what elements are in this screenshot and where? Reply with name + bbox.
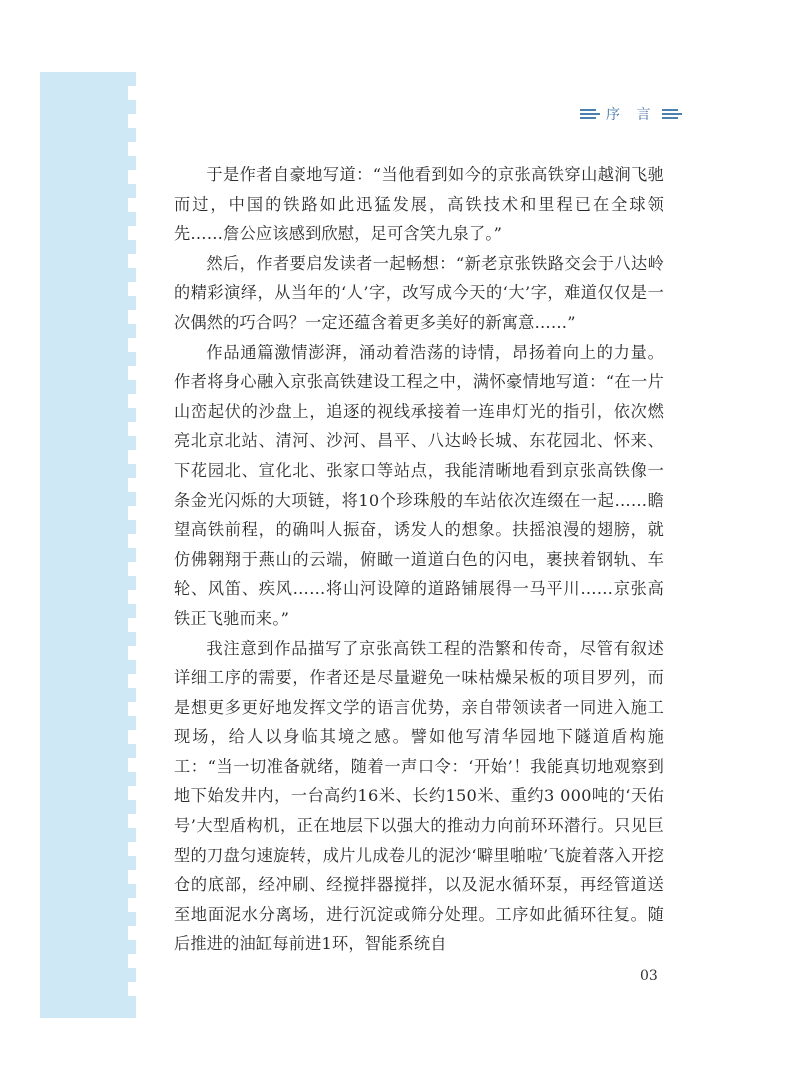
section-title: 序 言 <box>606 107 657 123</box>
body-text <box>174 160 664 959</box>
band-notch <box>128 646 136 660</box>
band-notch <box>128 170 136 184</box>
page-number: 03 <box>640 968 658 984</box>
band-notch <box>128 702 136 716</box>
band-notch <box>128 758 136 772</box>
band-notch <box>128 114 136 128</box>
side-decorative-band <box>40 72 136 1018</box>
paragraph: 我注意到作品描写了京张高铁工程的浩繁和传奇，尽管有叙述详细工序的需要，作者还是尽量避免一味枯燥呆板的项目罗列，而是想更多更好地发挥文学的语言优势，亲自带领读者一同进入施工现场，给人以身临其境之感。譬如他写清华园地下隧道盾构施工：“当一切准备就绪，随着一声口令：‘开始’！我能真切地观察到地下始发井内，一台高约16米、长约150米、重约3 000吨的‘天佑号’大型盾构机，正在地层下以强大的推动力向前环环潜行。只见巨型的刀盘匀速旋转，成片儿成卷儿的泥沙‘噼里啪啦’飞旋着落入开挖仓的底部，经冲刷、经搅拌器搅拌，以及泥水循环泵，再经管道送至地面泥水分离场，进行沉淀或筛分处理。工序如此循环往复。随后推进的油缸每前进1环，智能系统自 <box>174 638 664 954</box>
band-notch <box>128 898 136 912</box>
band-notch <box>128 282 136 296</box>
band-notch <box>128 394 136 408</box>
header-right-lines <box>662 109 682 119</box>
band-notch <box>128 618 136 632</box>
band-notch <box>128 198 136 212</box>
band-notch <box>128 226 136 240</box>
band-notch <box>128 254 136 268</box>
band-notch <box>128 814 136 828</box>
band-notch <box>128 562 136 576</box>
band-notch <box>128 310 136 324</box>
band-notch <box>128 422 136 436</box>
band-notch <box>128 86 136 100</box>
band-notch <box>128 842 136 856</box>
band-notch <box>128 870 136 884</box>
running-header <box>580 104 682 124</box>
band-notch <box>128 926 136 940</box>
paragraph: 然后，作者要启发读者一起畅想：“新老京张铁路交会于八达岭的精彩演绎，从当年的‘人’字，改写成今天的‘大’字，难道仅仅是一次偶然的巧合吗？一定还蕴含着更多美好的新寓意……” <box>174 253 664 332</box>
band-notch <box>128 982 136 996</box>
paragraph: 作品通篇激情澎湃，涌动着浩荡的诗情，昂扬着向上的力量。作者将身心融入京张高铁建设工程之中，满怀豪情地写道：“在一片山峦起伏的沙盘上，追逐的视线承接着一连串灯光的指引，依次燃亮北京北站、清河、沙河、昌平、八达岭长城、东花园北、怀来、下花园北、宣化北、张家口等站点，我能清晰地看到京张高铁像一条金光闪烁的大项链，将10个珍珠般的车站依次连缀在一起……瞻望高铁前程，的确叫人振奋，诱发人的想象。扶摇浪漫的翅膀，就仿佛翱翔于燕山的云端，俯瞰一道道白色的闪电，裹挟着钢轨、车轮、风笛、疾风……将山河设障的道路铺展得一马平川……京张高铁正飞驰而来。” <box>174 342 664 628</box>
band-notch <box>128 730 136 744</box>
band-notch <box>128 478 136 492</box>
band-notch <box>128 590 136 604</box>
band-notch <box>128 534 136 548</box>
paragraph: 于是作者自豪地写道：“当他看到如今的京张高铁穿山越涧飞驰而过，中国的铁路如此迅猛发展，高铁技术和里程已在全球领先……詹公应该感到欣慰，足可含笑九泉了。” <box>174 165 664 244</box>
header-left-lines <box>580 109 600 119</box>
band-notch <box>128 506 136 520</box>
band-notch <box>128 366 136 380</box>
band-notch <box>128 786 136 800</box>
band-notch <box>128 954 136 968</box>
band-notch <box>128 338 136 352</box>
band-notch <box>128 674 136 688</box>
band-notch <box>128 450 136 464</box>
band-notch <box>128 142 136 156</box>
